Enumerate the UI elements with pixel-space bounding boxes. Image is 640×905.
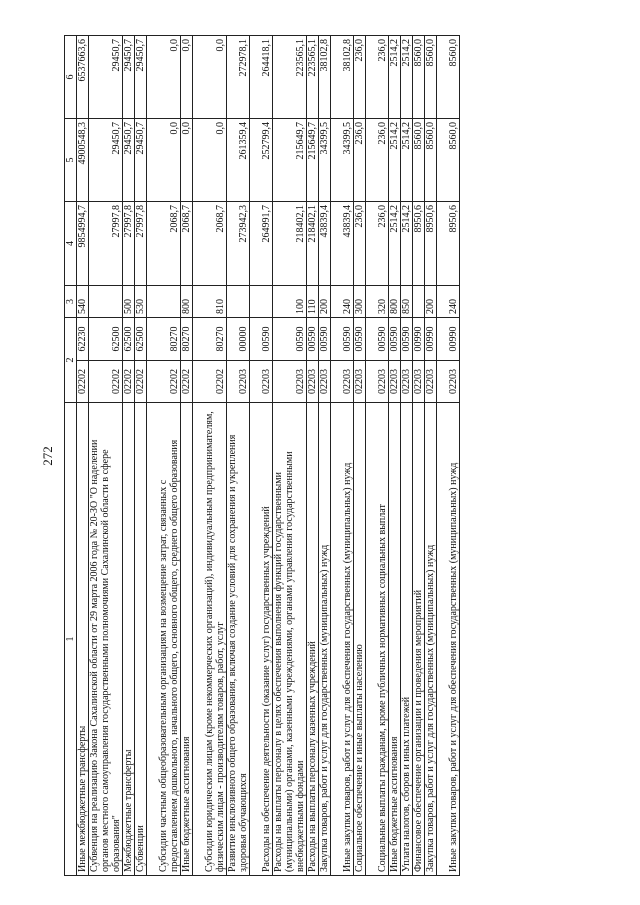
row-value-col4: 8950,6 bbox=[437, 202, 460, 286]
row-section-code: 02203 bbox=[227, 361, 250, 403]
row-value-col6: 2514,2 bbox=[389, 36, 401, 119]
row-value-col4: 27997,8 bbox=[135, 202, 147, 286]
row-description: Развитие инклюзивного общего образования, включая создание условий для сохранения и укрепления здоровья обучающихся bbox=[227, 403, 250, 876]
row-section-code: 02202 bbox=[193, 361, 227, 403]
table-row bbox=[77, 36, 89, 876]
row-section-code: 02203 bbox=[401, 361, 413, 403]
row-value-col6: 6537663,6 bbox=[77, 36, 89, 119]
row-expense-type: 240 bbox=[331, 286, 354, 318]
row-value-col5: 8560,0 bbox=[437, 119, 460, 202]
table-row bbox=[413, 36, 425, 876]
row-value-col4: 9854994,7 bbox=[77, 202, 89, 286]
row-value-col5: 2514,2 bbox=[401, 119, 413, 202]
row-target-code: 80270 bbox=[147, 318, 181, 361]
table-row bbox=[319, 36, 331, 876]
row-expense-type: 800 bbox=[389, 286, 401, 318]
header-col-5: 5 bbox=[65, 119, 77, 202]
row-value-col5: 2514,2 bbox=[389, 119, 401, 202]
row-value-col5: 29450,7 bbox=[89, 119, 123, 202]
row-section-code: 02202 bbox=[181, 361, 193, 403]
row-expense-type: 240 bbox=[437, 286, 460, 318]
row-value-col4: 273942,3 bbox=[227, 202, 250, 286]
row-expense-type bbox=[413, 286, 425, 318]
row-expense-type: 850 bbox=[401, 286, 413, 318]
header-col-4: 4 bbox=[65, 202, 77, 286]
row-section-code: 02202 bbox=[123, 361, 135, 403]
row-section-code: 02203 bbox=[307, 361, 319, 403]
row-target-code: 00590 bbox=[331, 318, 354, 361]
header-col-6: 6 bbox=[65, 36, 77, 119]
row-value-col5: 0,0 bbox=[193, 119, 227, 202]
row-value-col5: 236,0 bbox=[354, 119, 366, 202]
row-target-code: 00590 bbox=[273, 318, 307, 361]
row-section-code: 02203 bbox=[437, 361, 460, 403]
row-description: Иные бюджетные ассигнования bbox=[181, 403, 193, 876]
row-expense-type: 200 bbox=[319, 286, 331, 318]
row-target-code: 00990 bbox=[437, 318, 460, 361]
row-value-col6: 236,0 bbox=[366, 36, 389, 119]
table-row bbox=[273, 36, 307, 876]
row-section-code: 02203 bbox=[331, 361, 354, 403]
row-value-col4: 8950,6 bbox=[425, 202, 437, 286]
row-value-col6: 223565,1 bbox=[273, 36, 307, 119]
row-value-col6: 8560,0 bbox=[425, 36, 437, 119]
row-expense-type bbox=[89, 286, 123, 318]
row-value-col6: 264418,1 bbox=[250, 36, 273, 119]
row-section-code: 02203 bbox=[413, 361, 425, 403]
row-value-col5: 4900548,3 bbox=[77, 119, 89, 202]
row-value-col6: 29450,7 bbox=[123, 36, 135, 119]
row-description: Социальное обеспечение и иные выплаты населению bbox=[354, 403, 366, 876]
row-value-col5: 215649,7 bbox=[273, 119, 307, 202]
row-value-col5: 236,0 bbox=[366, 119, 389, 202]
rotated-page bbox=[38, 36, 608, 876]
header-col-1: 1 bbox=[65, 403, 77, 876]
table-row bbox=[331, 36, 354, 876]
row-description: Расходы на выплаты персоналу казенных учреждений bbox=[307, 403, 319, 876]
header-row bbox=[65, 36, 77, 876]
table-row bbox=[354, 36, 366, 876]
row-value-col4: 2068,7 bbox=[147, 202, 181, 286]
row-value-col4: 8950,6 bbox=[413, 202, 425, 286]
row-target-code: 00590 bbox=[319, 318, 331, 361]
row-target-code: 00990 bbox=[425, 318, 437, 361]
row-expense-type: 300 bbox=[354, 286, 366, 318]
row-description: Уплата налогов, сборов и иных платежей bbox=[401, 403, 413, 876]
table-row bbox=[227, 36, 250, 876]
row-section-code: 02202 bbox=[77, 361, 89, 403]
row-target-code: 80270 bbox=[181, 318, 193, 361]
row-target-code: 62500 bbox=[89, 318, 123, 361]
row-section-code: 02203 bbox=[366, 361, 389, 403]
table-body bbox=[77, 36, 460, 876]
table-row bbox=[366, 36, 389, 876]
row-value-col6: 236,0 bbox=[354, 36, 366, 119]
row-target-code: 00590 bbox=[354, 318, 366, 361]
row-value-col6: 0,0 bbox=[147, 36, 181, 119]
row-value-col6: 8560,0 bbox=[437, 36, 460, 119]
row-target-code: 62500 bbox=[135, 318, 147, 361]
row-value-col4: 218402,1 bbox=[273, 202, 307, 286]
row-value-col6: 38102,8 bbox=[331, 36, 354, 119]
row-value-col4: 218402,1 bbox=[307, 202, 319, 286]
row-description: Иные закупки товаров, работ и услуг для обеспечения государственных (муниципальных) нужд bbox=[437, 403, 460, 876]
row-section-code: 02203 bbox=[319, 361, 331, 403]
budget-table bbox=[64, 35, 460, 876]
row-value-col4: 27997,8 bbox=[89, 202, 123, 286]
row-description: Финансовое обеспечение организации и проведения мероприятий bbox=[413, 403, 425, 876]
table-row bbox=[437, 36, 460, 876]
row-description: Иные межбюджетные трансферты bbox=[77, 403, 89, 876]
row-description: Субсидии частным общеобразовательным организациям на возмещение затрат, связанных с предоставлением дошкольного, начального общего, основного общего, среднего общего образования bbox=[147, 403, 181, 876]
row-value-col6: 272978,1 bbox=[227, 36, 250, 119]
row-expense-type: 320 bbox=[366, 286, 389, 318]
table-row bbox=[147, 36, 181, 876]
row-value-col4: 43839,4 bbox=[331, 202, 354, 286]
row-value-col4: 236,0 bbox=[354, 202, 366, 286]
row-target-code: 00590 bbox=[389, 318, 401, 361]
row-value-col6: 2514,2 bbox=[401, 36, 413, 119]
table-row bbox=[425, 36, 437, 876]
row-target-code: 80270 bbox=[193, 318, 227, 361]
row-description: Субвенция на реализацию Закона Сахалинской области от 29 марта 2006 года № 20-ЗО "О наделении органов местного самоуправления государственными полномочиями Сахалинской области в сфере образования" bbox=[89, 403, 123, 876]
row-value-col5: 29450,7 bbox=[135, 119, 147, 202]
row-value-col6: 0,0 bbox=[181, 36, 193, 119]
row-expense-type: 800 bbox=[181, 286, 193, 318]
row-value-col6: 0,0 bbox=[193, 36, 227, 119]
row-description: Расходы на выплаты персоналу в целях обеспечения выполнения функций государственными (муниципальными) органами, казенными учреждениями, органами управления государственными внебюджетными фондами bbox=[273, 403, 307, 876]
row-target-code: 00590 bbox=[366, 318, 389, 361]
row-value-col5: 261359,4 bbox=[227, 119, 250, 202]
table-row bbox=[135, 36, 147, 876]
row-section-code: 02203 bbox=[273, 361, 307, 403]
row-section-code: 02203 bbox=[250, 361, 273, 403]
row-value-col5: 252799,4 bbox=[250, 119, 273, 202]
row-section-code: 02202 bbox=[89, 361, 123, 403]
row-description: Социальные выплаты гражданам, кроме публичных нормативных социальных выплат bbox=[366, 403, 389, 876]
row-description: Межбюджетные трансферты bbox=[123, 403, 135, 876]
table-row bbox=[250, 36, 273, 876]
row-expense-type bbox=[227, 286, 250, 318]
header-col-2: 2 bbox=[65, 318, 77, 403]
row-target-code: 00990 bbox=[413, 318, 425, 361]
row-value-col4: 264991,7 bbox=[250, 202, 273, 286]
row-expense-type bbox=[250, 286, 273, 318]
row-value-col5: 8560,0 bbox=[413, 119, 425, 202]
row-section-code: 02203 bbox=[389, 361, 401, 403]
row-value-col6: 38102,8 bbox=[319, 36, 331, 119]
row-target-code: 62500 bbox=[123, 318, 135, 361]
row-value-col5: 34399,5 bbox=[319, 119, 331, 202]
row-expense-type: 110 bbox=[307, 286, 319, 318]
table-row bbox=[389, 36, 401, 876]
table-row bbox=[307, 36, 319, 876]
row-value-col4: 2068,7 bbox=[193, 202, 227, 286]
row-value-col6: 29450,7 bbox=[135, 36, 147, 119]
row-value-col5: 215649,7 bbox=[307, 119, 319, 202]
row-expense-type: 200 bbox=[425, 286, 437, 318]
row-description: Субвенции bbox=[135, 403, 147, 876]
row-description: Расходы на обеспечение деятельности (оказание услуг) государственных учреждений bbox=[250, 403, 273, 876]
row-target-code: 00590 bbox=[401, 318, 413, 361]
row-value-col5: 29450,7 bbox=[123, 119, 135, 202]
row-value-col6: 8560,0 bbox=[413, 36, 425, 119]
row-target-code: 00590 bbox=[307, 318, 319, 361]
row-description: Закупка товаров, работ и услуг для государственных (муниципальных) нужд bbox=[425, 403, 437, 876]
row-value-col4: 2514,2 bbox=[389, 202, 401, 286]
row-section-code: 02202 bbox=[147, 361, 181, 403]
row-section-code: 02203 bbox=[354, 361, 366, 403]
row-value-col4: 43839,4 bbox=[319, 202, 331, 286]
row-expense-type: 540 bbox=[77, 286, 89, 318]
row-value-col5: 34399,5 bbox=[331, 119, 354, 202]
row-value-col6: 29450,7 bbox=[89, 36, 123, 119]
table-row bbox=[181, 36, 193, 876]
row-target-code: 00000 bbox=[227, 318, 250, 361]
row-expense-type bbox=[147, 286, 181, 318]
row-description: Иные бюджетные ассигнования bbox=[389, 403, 401, 876]
table-row bbox=[123, 36, 135, 876]
table-row bbox=[401, 36, 413, 876]
row-description: Субсидии юридическим лицам (кроме некоммерческих организаций), индивидуальным предпринимателям, физическим лицам - производителям товаров, работ, услуг bbox=[193, 403, 227, 876]
row-value-col4: 236,0 bbox=[366, 202, 389, 286]
row-section-code: 02203 bbox=[425, 361, 437, 403]
table-row bbox=[193, 36, 227, 876]
row-value-col6: 223565,1 bbox=[307, 36, 319, 119]
table-row bbox=[89, 36, 123, 876]
row-value-col5: 0,0 bbox=[181, 119, 193, 202]
row-expense-type: 530 bbox=[135, 286, 147, 318]
row-target-code: 00590 bbox=[250, 318, 273, 361]
row-expense-type: 100 bbox=[273, 286, 307, 318]
row-value-col4: 2514,2 bbox=[401, 202, 413, 286]
row-expense-type: 500 bbox=[123, 286, 135, 318]
row-target-code: 62230 bbox=[77, 318, 89, 361]
row-value-col5: 0,0 bbox=[147, 119, 181, 202]
header-col-3: 3 bbox=[65, 286, 77, 318]
row-value-col5: 8560,0 bbox=[425, 119, 437, 202]
row-description: Закупка товаров, работ и услуг для государственных (муниципальных) нужд bbox=[319, 403, 331, 876]
row-value-col4: 27997,8 bbox=[123, 202, 135, 286]
row-value-col4: 2068,7 bbox=[181, 202, 193, 286]
page-number: 272 bbox=[40, 446, 55, 466]
row-description: Иные закупки товаров, работ и услуг для обеспечения государственных (муниципальных) нужд bbox=[331, 403, 354, 876]
row-expense-type: 810 bbox=[193, 286, 227, 318]
row-section-code: 02202 bbox=[135, 361, 147, 403]
